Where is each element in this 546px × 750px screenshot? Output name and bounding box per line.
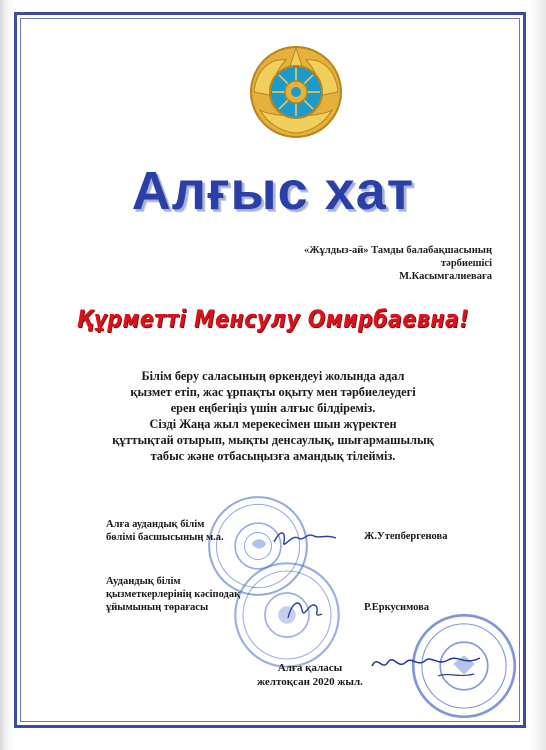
document-title: Алғыс хат	[131, 161, 415, 221]
place-date-block	[240, 661, 380, 689]
recipient-line: тәрбиешісі	[441, 258, 492, 269]
signature-icon	[282, 594, 326, 624]
recipient-name: М.Касымгалиеваға	[399, 271, 492, 282]
signatory-title-line: ұйымының төрағасы	[106, 602, 209, 613]
body-line: табыс және отбасыңызға амандық тілейміз.	[150, 449, 396, 463]
body-paragraph	[60, 368, 486, 464]
signatory-title	[106, 518, 224, 544]
signatory-title-line: бөлімі басшысының м.а.	[106, 532, 224, 543]
signature-icon	[270, 524, 340, 552]
body-line: құттықтай отырып, мықты денсаулық, шығармашылық	[112, 433, 434, 447]
body-line: қызмет етіп, жас ұрпақты оқыту мен тәрбиелеудегі	[130, 385, 416, 399]
place-line: Алға қаласы	[277, 662, 343, 674]
body-line: Білім беру саласының өркендеуі жолында адал	[141, 369, 405, 383]
signature-icon	[368, 646, 486, 686]
signatory-name: Ж.Утепбергенова	[364, 531, 448, 542]
recipient-block	[232, 244, 492, 283]
signatory-name: Р.Еркусимова	[364, 602, 430, 613]
signatory-title	[106, 575, 240, 614]
body-line: Сізді Жаңа жыл мерекесімен шын жүректен	[149, 417, 397, 431]
state-emblem-icon	[246, 40, 346, 140]
date-line: желтоқсан 2020 жыл.	[257, 676, 363, 688]
recipient-line: «Жұлдыз-ай» Тамды балабақшасының	[303, 245, 492, 256]
signatory-title-line: қызметкерлерінің кәсіподақ	[106, 589, 241, 600]
signatory-title-line: Аудандық білім	[106, 576, 181, 587]
greeting-heading: Құрметті Менсулу Омирбаевна!	[76, 305, 470, 333]
signatory-title-line: Алға аудандық білім	[106, 519, 205, 530]
body-line: ерен еңбегіңіз үшін алғыс білдіреміз.	[170, 401, 376, 415]
